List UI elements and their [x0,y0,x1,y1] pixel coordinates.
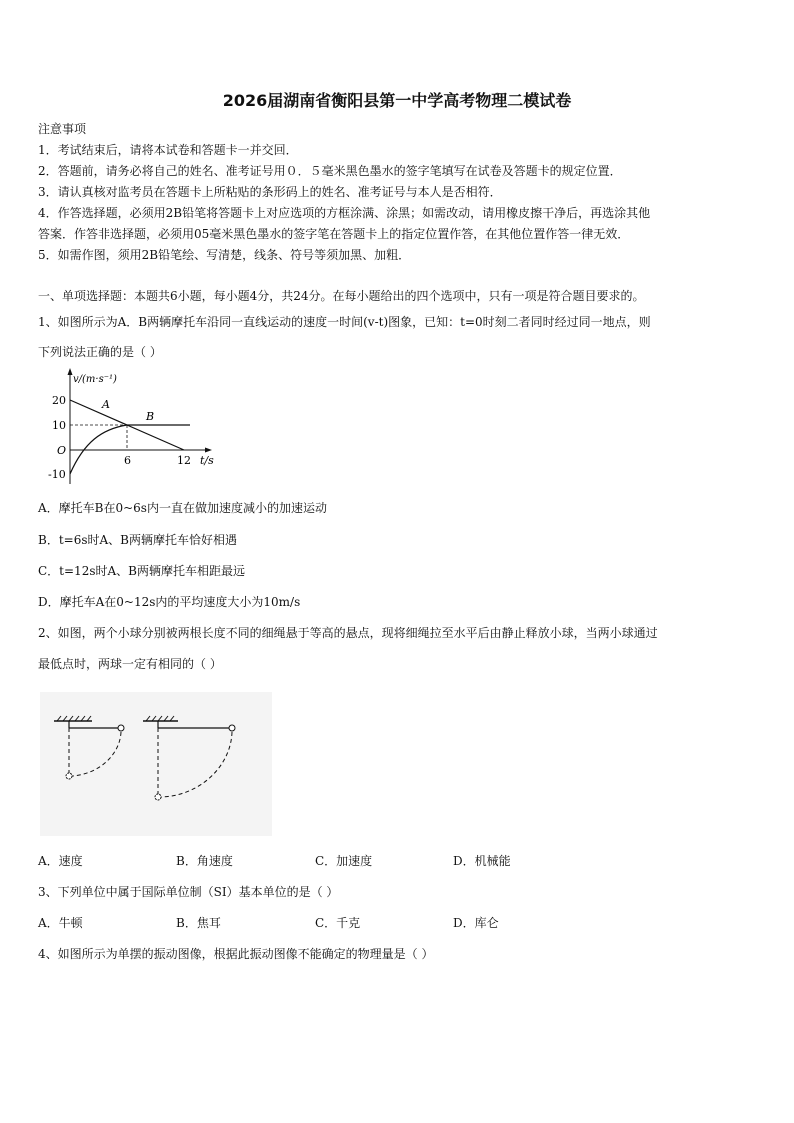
q2-stem-line2: 最低点时，两球一定有相同的（ ） [38,657,222,671]
tick-12: 12 [177,454,191,467]
notice-item: 2．答题前，请务必将自己的姓名、准考证号用０．５毫米黑色墨水的签字笔填写在试卷及答题卡的规定位置． [38,164,622,178]
section-heading: 一、单项选择题：本题共6小题，每小题4分，共24分。在每小题给出的四个选项中，只有一项是符合题目要求的。 [38,289,645,303]
page-title: 2026届湖南省衡阳县第一中学高考物理二模试卷 [222,91,572,110]
q2-option-d: D．机械能 [453,854,511,868]
ball-right-bottom [155,794,161,800]
y-axis-arrow [68,368,73,375]
tick-6: 6 [124,454,131,467]
ball-right-start [229,725,235,731]
notice-item: 5．如需作图，须用2B铅笔绘、写清楚，线条、符号等须加黑、加粗． [38,248,411,262]
tick-10: 10 [52,419,66,432]
q1-vt-graph-svg [40,366,230,486]
tick-20: 20 [52,394,66,407]
q3-option-b: B．焦耳 [176,916,221,930]
q3-stem: 3、下列单位中属于国际单位制（SI）基本单位的是（ ） [38,885,339,899]
q1-stem-line2: 下列说法正确的是（ ） [38,345,162,359]
q2-option-a: A．速度 [38,854,83,868]
q1-option-c: C．t=12s时A、B两辆摩托车相距最远 [38,564,245,578]
notice-item: 4．作答选择题，必须用2B铅笔将答题卡上对应选项的方框涂满、涂黑；如需改动，请用橡皮擦干净后，再选涂其他 [38,206,651,220]
q1-stem-line1: 1、如图所示为A．B两辆摩托车沿同一直线运动的速度一时间(v-t)图象，已知：t=0时刻二者同时经过同一地点，则 [38,315,651,329]
notice-item: 1．考试结束后，请将本试卷和答题卡一并交回． [38,143,298,157]
q1-option-b: B．t=6s时A、B两辆摩托车恰好相遇 [38,533,237,547]
notice-heading: 注意事项 [38,122,87,136]
q1-vt-graph [40,366,230,486]
y-axis-label: v/(m·s⁻¹) [73,374,117,385]
notice-item: 3．请认真核对监考员在答题卡上所粘贴的条形码上的姓名、准考证号与本人是否相符． [38,185,502,199]
notice-item: 答案．作答非选择题，必须用05毫米黑色墨水的签字笔在答题卡上的指定位置作答，在其他位置作答一律无效． [38,227,630,241]
ball-left-start [118,725,124,731]
arc-right [161,732,232,797]
q3-option-a: A．牛顿 [38,916,83,930]
label-A: A [102,398,110,411]
q2-pendulum-svg [40,692,272,836]
q2-option-b: B．角速度 [176,854,233,868]
arc-left [72,732,121,776]
q1-option-a: A．摩托车B在0~6s内一直在做加速度减小的加速运动 [38,501,327,515]
q2-option-c: C．加速度 [315,854,373,868]
q2-stem-line1: 2、如图，两个小球分别被两根长度不同的细绳悬于等高的悬点，现将细绳拉至水平后由静止释放小球，当两小球通过 [38,626,658,640]
q1-option-d: D．摩托车A在0~12s内的平均速度大小为10m/s [38,595,301,609]
x-axis-arrow [205,448,212,453]
x-axis-label: t/s [200,454,214,467]
tick-neg10: -10 [48,468,66,481]
ball-left-bottom [66,773,72,779]
origin-label: O [57,444,67,457]
q3-option-d: D．库仑 [453,916,499,930]
label-B: B [146,410,155,423]
q4-stem: 4、如图所示为单摆的振动图像，根据此振动图像不能确定的物理量是（ ） [38,947,434,961]
q2-pendulum-figure [40,692,272,836]
q3-option-c: C．千克 [315,916,361,930]
